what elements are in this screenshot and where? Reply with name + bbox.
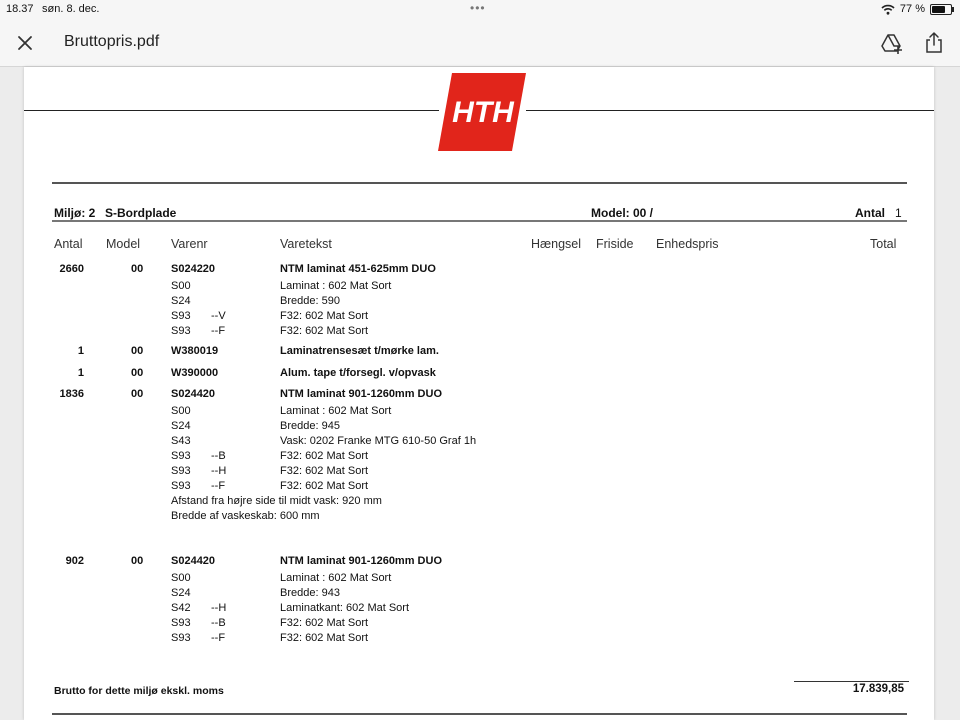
sub-suffix: --F — [211, 325, 226, 337]
footer-total: 17.839,85 — [852, 683, 904, 695]
item-varenr: S024420 — [171, 388, 216, 400]
hth-logo-text: HTH — [452, 96, 514, 129]
footer-label: Brutto for dette miljø ekskl. moms — [54, 685, 224, 697]
col-antal: Antal — [54, 237, 83, 251]
section-rule — [52, 220, 907, 222]
sub-text: Laminat : 602 Mat Sort — [280, 280, 392, 292]
pdf-page — [24, 67, 934, 720]
sub-text: F32: 602 Mat Sort — [280, 325, 369, 337]
multitasking-dots-icon[interactable]: ••• — [470, 1, 486, 15]
antal-label: Antal — [855, 206, 885, 220]
miljo-label: Miljø: 2 — [54, 206, 96, 220]
sub-suffix: --F — [211, 480, 226, 492]
item-model: 00 — [131, 555, 144, 567]
sub-code: S24 — [171, 587, 191, 599]
sub-code: S93 — [171, 480, 191, 492]
antal-value: 1 — [895, 206, 902, 220]
sub-suffix: --H — [211, 465, 227, 477]
item-varenr: S024420 — [171, 555, 216, 567]
item-model: 00 — [131, 263, 144, 275]
item-antal: 902 — [65, 555, 84, 567]
document-title: Bruttopris.pdf — [64, 33, 160, 50]
sub-suffix: --B — [211, 450, 226, 462]
sub-suffix: --H — [211, 602, 227, 614]
sub-text: F32: 602 Mat Sort — [280, 450, 369, 462]
item-model: 00 — [131, 388, 144, 400]
item-antal: 2660 — [59, 263, 84, 275]
col-total: Total — [870, 237, 897, 251]
sub-text: F32: 602 Mat Sort — [280, 465, 369, 477]
sub-text: Laminat : 602 Mat Sort — [280, 572, 392, 584]
wifi-icon — [881, 4, 895, 15]
sub-code: S00 — [171, 280, 191, 292]
item-antal: 1 — [77, 345, 84, 357]
footer-rule — [52, 713, 907, 715]
logo-rule-right — [526, 110, 934, 111]
sub-code: S93 — [171, 325, 191, 337]
item-note: Afstand fra højre side til midt vask: 920 mm — [171, 495, 382, 507]
sub-text: Vask: 0202 Franke MTG 610-50 Graf 1h — [280, 435, 477, 447]
total-rule — [794, 681, 909, 682]
sub-code: S93 — [171, 310, 191, 322]
item-varetekst: NTM laminat 901-1260mm DUO — [280, 555, 442, 567]
sub-text: Laminatkant: 602 Mat Sort — [280, 602, 410, 614]
miljo-name: S-Bordplade — [105, 206, 177, 220]
sub-suffix: --B — [211, 617, 226, 629]
header-rule — [52, 182, 907, 184]
sub-code: S93 — [171, 465, 191, 477]
battery-percent: 77 % — [899, 3, 925, 15]
item-varetekst: Alum. tape t/forsegl. v/opvask — [280, 367, 436, 379]
item-varenr: W390000 — [171, 367, 219, 379]
sub-code: S24 — [171, 295, 191, 307]
sub-code: S93 — [171, 632, 191, 644]
pdf-viewer-toolbar — [0, 20, 960, 67]
status-bar — [0, 0, 960, 20]
sub-code: S42 — [171, 602, 191, 614]
sub-code: S43 — [171, 435, 191, 447]
item-varetekst: Laminatrensesæt t/mørke lam. — [280, 345, 439, 357]
status-right — [881, 3, 952, 15]
sub-code: S00 — [171, 572, 191, 584]
sub-text: F32: 602 Mat Sort — [280, 617, 369, 629]
sub-text: Bredde: 590 — [280, 295, 340, 307]
sub-text: Bredde: 943 — [280, 587, 340, 599]
sub-code: S24 — [171, 420, 191, 432]
logo-rule-left — [24, 110, 439, 111]
status-date: søn. 8. dec. — [42, 3, 100, 15]
item-varenr: W380019 — [171, 345, 219, 357]
share-icon[interactable] — [922, 31, 946, 55]
status-time: 18.37 — [6, 3, 34, 15]
col-enhedspris: Enhedspris — [656, 237, 719, 251]
item-varetekst: NTM laminat 451-625mm DUO — [280, 263, 436, 275]
model-label: Model: 00 / — [591, 206, 654, 220]
col-varenr: Varenr — [171, 237, 208, 251]
add-to-drive-icon[interactable] — [880, 31, 904, 55]
sub-suffix: --F — [211, 632, 226, 644]
col-friside: Friside — [596, 237, 634, 251]
sub-code: S93 — [171, 617, 191, 629]
sub-text: F32: 602 Mat Sort — [280, 632, 369, 644]
sub-text: F32: 602 Mat Sort — [280, 310, 369, 322]
item-antal: 1836 — [59, 388, 84, 400]
item-varenr: S024220 — [171, 263, 216, 275]
close-icon[interactable] — [14, 32, 36, 54]
battery-fill — [932, 6, 945, 13]
sub-suffix: --V — [211, 310, 226, 322]
col-varetekst: Varetekst — [280, 237, 332, 251]
hth-logo — [438, 73, 526, 151]
item-model: 00 — [131, 367, 144, 379]
sub-text: Laminat : 602 Mat Sort — [280, 405, 392, 417]
item-note: Bredde af vaskeskab: 600 mm — [171, 510, 320, 522]
col-model: Model — [106, 237, 141, 251]
battery-icon — [930, 4, 952, 15]
item-model: 00 — [131, 345, 144, 357]
sub-code: S93 — [171, 450, 191, 462]
sub-text: Bredde: 945 — [280, 420, 340, 432]
item-antal: 1 — [77, 367, 84, 379]
sub-text: F32: 602 Mat Sort — [280, 480, 369, 492]
col-haengsel: Hængsel — [531, 237, 582, 251]
sub-code: S00 — [171, 405, 191, 417]
item-varetekst: NTM laminat 901-1260mm DUO — [280, 388, 442, 400]
